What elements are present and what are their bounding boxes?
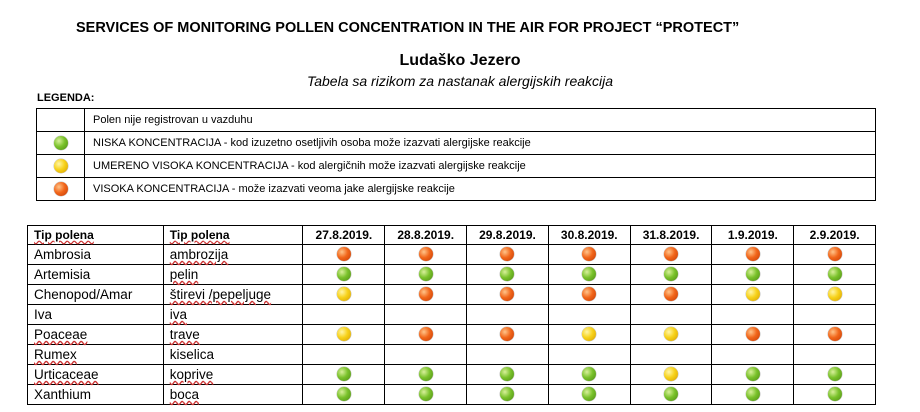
legend-text: Polen nije registrovan u vazduhu	[85, 109, 876, 132]
table-row	[28, 385, 876, 405]
risk-cell	[630, 285, 712, 305]
risk-cell	[794, 245, 876, 265]
risk-cell	[794, 345, 876, 365]
pollen-local-name: koprive	[163, 365, 303, 385]
table-row	[28, 305, 876, 325]
risk-cell	[548, 345, 630, 365]
risk-cell	[794, 285, 876, 305]
risk-cell	[630, 385, 712, 405]
header-date: 30.8.2019.	[548, 226, 630, 245]
risk-cell	[630, 265, 712, 285]
pollen-table	[27, 225, 876, 405]
risk-cell	[385, 265, 467, 285]
legend-row	[37, 132, 876, 155]
legend-row	[37, 155, 876, 178]
pollen-local-name: trave	[163, 325, 303, 345]
risk-cell	[467, 325, 549, 345]
risk-cell	[712, 285, 794, 305]
location-title: Ludaško Jezero	[399, 52, 521, 69]
green-dot-icon	[582, 367, 596, 381]
green-dot-icon	[746, 387, 760, 401]
risk-cell	[712, 245, 794, 265]
yellow-dot-icon	[337, 327, 351, 341]
pollen-latin-name: Ambrosia	[28, 245, 164, 265]
table-row	[28, 365, 876, 385]
orange-dot-icon	[664, 247, 678, 261]
risk-cell	[303, 265, 385, 285]
risk-cell	[467, 305, 549, 325]
green-dot-icon	[664, 267, 678, 281]
risk-cell	[794, 325, 876, 345]
legend-row	[37, 109, 876, 132]
orange-dot-icon	[582, 287, 596, 301]
risk-cell	[303, 245, 385, 265]
header-date: 2.9.2019.	[794, 226, 876, 245]
risk-cell	[385, 285, 467, 305]
green-dot-icon	[419, 367, 433, 381]
green-dot-icon	[664, 387, 678, 401]
orange-dot-icon	[337, 247, 351, 261]
risk-cell	[548, 325, 630, 345]
legend-row	[37, 178, 876, 201]
header-date: 1.9.2019.	[712, 226, 794, 245]
pollen-local-name: boca	[163, 385, 303, 405]
green-dot-icon	[337, 387, 351, 401]
green-dot-icon	[828, 367, 842, 381]
yellow-dot-icon	[664, 367, 678, 381]
green-dot-icon	[582, 387, 596, 401]
green-dot-icon	[746, 267, 760, 281]
green-dot-icon	[746, 367, 760, 381]
pollen-latin-name: Iva	[28, 305, 164, 325]
risk-cell	[303, 285, 385, 305]
orange-dot-icon	[828, 327, 842, 341]
risk-cell	[712, 325, 794, 345]
risk-cell	[303, 365, 385, 385]
risk-cell	[630, 325, 712, 345]
green-dot-icon	[582, 267, 596, 281]
orange-dot-icon	[500, 287, 514, 301]
header-date: 31.8.2019.	[630, 226, 712, 245]
risk-cell	[548, 365, 630, 385]
risk-cell	[385, 325, 467, 345]
risk-cell	[467, 265, 549, 285]
risk-cell	[385, 245, 467, 265]
risk-cell	[794, 265, 876, 285]
table-row	[28, 325, 876, 345]
risk-cell	[712, 385, 794, 405]
risk-cell	[548, 285, 630, 305]
legend-swatch	[37, 109, 85, 132]
risk-cell	[712, 345, 794, 365]
green-dot-icon	[500, 267, 514, 281]
legend-heading: LEGENDA:	[37, 92, 95, 104]
risk-cell	[467, 365, 549, 385]
yellow-dot-icon	[828, 287, 842, 301]
orange-dot-icon	[419, 287, 433, 301]
risk-cell	[548, 245, 630, 265]
risk-cell	[303, 325, 385, 345]
risk-cell	[794, 385, 876, 405]
legend-swatch	[37, 178, 85, 201]
table-row	[28, 265, 876, 285]
pollen-latin-name: Poaceae	[28, 325, 164, 345]
pollen-latin-name: Xanthium	[28, 385, 164, 405]
pollen-local-name: ambrozija	[163, 245, 303, 265]
pollen-latin-name: Urticaceae	[28, 365, 164, 385]
header-local: Tip polena	[163, 226, 303, 245]
green-dot-icon	[828, 387, 842, 401]
risk-cell	[467, 285, 549, 305]
legend-table	[36, 108, 876, 201]
header-date: 29.8.2019.	[467, 226, 549, 245]
orange-dot-icon	[500, 247, 514, 261]
table-subtitle: Tabela sa rizikom za nastanak alergijskih reakcija	[306, 73, 614, 89]
orange-dot-icon	[746, 327, 760, 341]
green-dot-icon	[500, 387, 514, 401]
pollen-latin-name: Rumex	[28, 345, 164, 365]
risk-cell	[630, 365, 712, 385]
legend-swatch	[37, 155, 85, 178]
pollen-local-name: štirevi /pepeljuge	[163, 285, 303, 305]
orange-dot-icon	[500, 327, 514, 341]
yellow-dot-icon	[582, 327, 596, 341]
pollen-local-name: pelin	[163, 265, 303, 285]
risk-cell	[385, 385, 467, 405]
risk-cell	[712, 305, 794, 325]
orange-dot-icon	[419, 247, 433, 261]
green-dot-icon	[419, 267, 433, 281]
pollen-local-name: iva	[163, 305, 303, 325]
orange-dot-icon	[746, 247, 760, 261]
legend-swatch	[37, 132, 85, 155]
table-row	[28, 245, 876, 265]
pollen-latin-name: Artemisia	[28, 265, 164, 285]
risk-cell	[712, 365, 794, 385]
risk-cell	[385, 305, 467, 325]
legend-text: UMERENO VISOKA KONCENTRACIJA - kod alergičnih može izazvati alergijske reakcije	[85, 155, 876, 178]
risk-cell	[385, 345, 467, 365]
risk-cell	[303, 305, 385, 325]
risk-cell	[467, 345, 549, 365]
orange-dot-icon	[828, 247, 842, 261]
risk-cell	[385, 365, 467, 385]
green-dot-icon	[337, 367, 351, 381]
legend-text: NISKA KONCENTRACIJA - kod izuzetno osetljivih osoba može izazvati alergijske reakcije	[85, 132, 876, 155]
header-latin: Tip polena	[28, 226, 164, 245]
risk-cell	[303, 345, 385, 365]
green-dot-icon	[500, 367, 514, 381]
risk-cell	[794, 305, 876, 325]
yellow-dot-icon	[54, 159, 68, 173]
risk-cell	[467, 385, 549, 405]
yellow-dot-icon	[664, 327, 678, 341]
pollen-latin-name: Chenopod/Amar	[28, 285, 164, 305]
risk-cell	[548, 305, 630, 325]
pollen-local-name: kiselica	[163, 345, 303, 365]
header-date: 27.8.2019.	[303, 226, 385, 245]
orange-dot-icon	[419, 327, 433, 341]
risk-cell	[630, 345, 712, 365]
risk-cell	[630, 245, 712, 265]
risk-cell	[794, 365, 876, 385]
risk-cell	[303, 385, 385, 405]
orange-dot-icon	[664, 287, 678, 301]
orange-dot-icon	[54, 182, 68, 196]
header-date: 28.8.2019.	[385, 226, 467, 245]
legend-text: VISOKA KONCENTRACIJA - može izazvati veoma jake alergijske reakcije	[85, 178, 876, 201]
yellow-dot-icon	[746, 287, 760, 301]
green-dot-icon	[419, 387, 433, 401]
risk-cell	[630, 305, 712, 325]
green-dot-icon	[54, 136, 68, 150]
table-row	[28, 345, 876, 365]
yellow-dot-icon	[337, 287, 351, 301]
page-title: SERVICES OF MONITORING POLLEN CONCENTRATION IN THE AIR FOR PROJECT “PROTECT”	[76, 20, 740, 36]
table-row	[28, 285, 876, 305]
green-dot-icon	[337, 267, 351, 281]
risk-cell	[712, 265, 794, 285]
risk-cell	[467, 245, 549, 265]
risk-cell	[548, 385, 630, 405]
green-dot-icon	[828, 267, 842, 281]
orange-dot-icon	[582, 247, 596, 261]
table-header-row	[28, 226, 876, 245]
risk-cell	[548, 265, 630, 285]
